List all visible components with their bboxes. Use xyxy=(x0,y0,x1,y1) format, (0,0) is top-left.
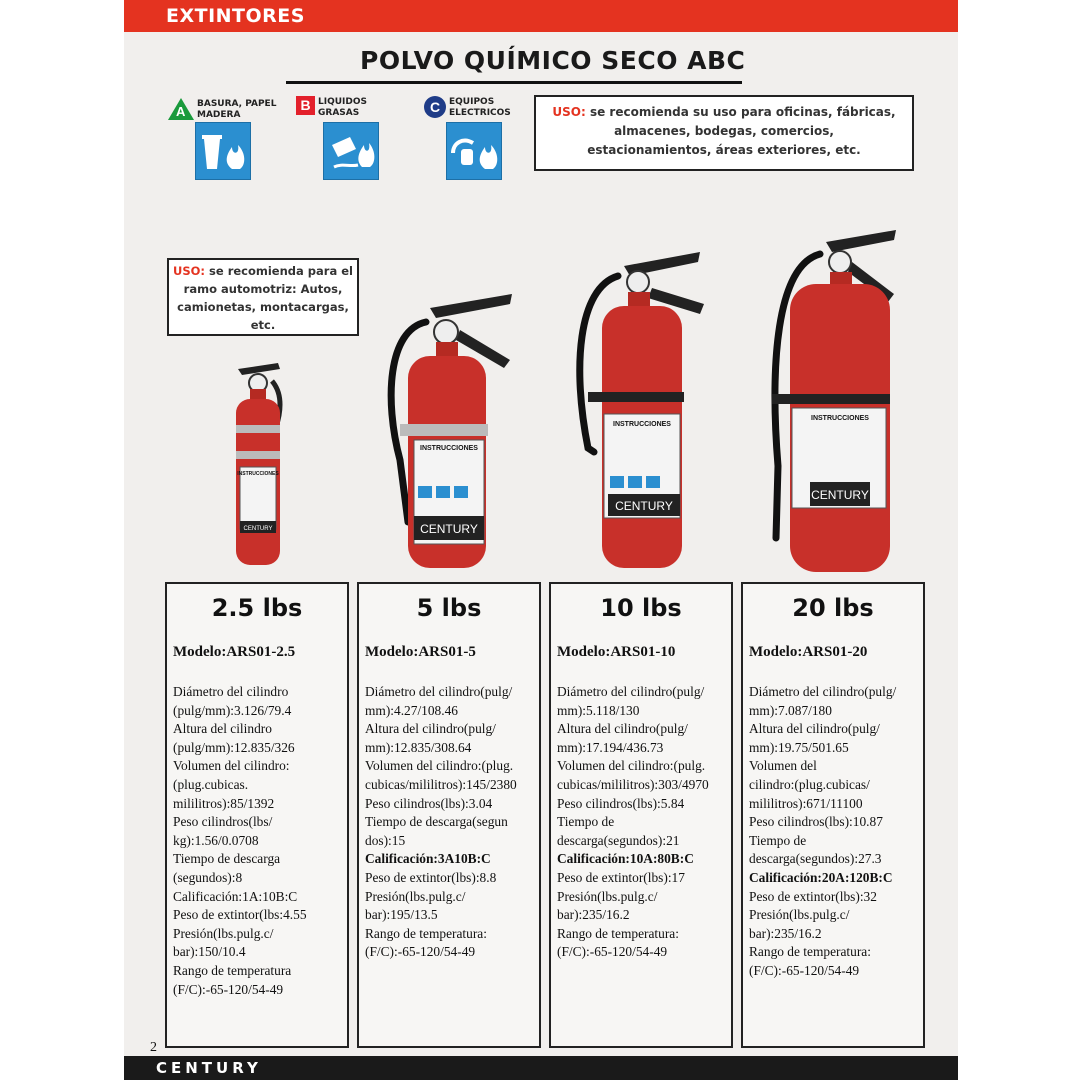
page-title: POLVO QUÍMICO SECO ABC xyxy=(360,46,746,75)
class-b-line-2: GRASAS xyxy=(318,108,360,118)
spec-line: bar):235/16.2 xyxy=(557,907,630,923)
extinguisher-2-5-image xyxy=(228,355,292,569)
spec-line: mm):4.27/108.46 xyxy=(365,702,458,718)
spec-line: Volumen del cilindro: xyxy=(173,758,290,774)
spec-line: Altura del cilindro(pulg/ xyxy=(749,721,880,737)
uso-automotive-line-4: etc. xyxy=(250,318,276,332)
class-c-line-2: ELECTRICOS xyxy=(449,108,511,118)
spec-line: Peso cilindros(lbs):5.84 xyxy=(557,795,685,811)
spec-line: Diámetro del cilindro xyxy=(173,684,289,699)
uso-automotive-line-1: se recomienda para el xyxy=(209,264,353,278)
uso-general-line-2: almacenes, bodegas, comercios, xyxy=(614,124,834,138)
spec-line: Peso de extintor(lbs):8.8 xyxy=(365,869,497,885)
spec-line: Calificación:20A:120B:C xyxy=(749,869,893,885)
spec-line: Tiempo de xyxy=(749,832,807,848)
extinguisher-2-5-label: INSTRUCCIONES xyxy=(237,471,279,477)
spec-card-10 xyxy=(549,582,733,1048)
spec-model: Modelo:ARS01-20 xyxy=(749,644,868,660)
class-a-line-1: BASURA, PAPEL xyxy=(197,99,277,109)
class-c-tag xyxy=(424,96,511,119)
uso-general-line-1: se recomienda su uso para oficinas, fábricas, xyxy=(589,105,896,119)
spec-line: (segundos):8 xyxy=(173,869,243,885)
spec-model: Modelo:ARS01-2.5 xyxy=(173,644,296,660)
spec-line: Calificación:10A:80B:C xyxy=(557,851,694,867)
spec-line: (F/C):-65-120/54-49 xyxy=(557,944,668,960)
footer-brand: CENTURY xyxy=(156,1059,262,1077)
class-a-tag xyxy=(168,98,276,121)
spec-line: Tiempo de descarga xyxy=(173,851,281,867)
spec-line: descarga(segundos):27.3 xyxy=(749,851,882,867)
spec-line: Altura del cilindro(pulg/ xyxy=(557,721,688,737)
spec-line: Rango de temperatura: xyxy=(557,925,679,941)
spec-model: Modelo:ARS01-5 xyxy=(365,644,476,660)
extinguisher-20-image xyxy=(762,226,904,576)
spec-line: mm):19.75/501.65 xyxy=(749,739,849,755)
extinguisher-10-brand: CENTURY xyxy=(615,499,673,513)
spec-line: mm):17.194/436.73 xyxy=(557,739,664,755)
extinguisher-20-brand: CENTURY xyxy=(811,488,869,502)
spec-line: Rango de temperatura: xyxy=(365,925,487,941)
spec-line: Diámetro del cilindro(pulg/ xyxy=(365,684,513,699)
spec-line: descarga(segundos):21 xyxy=(557,832,680,848)
spec-line: cubicas/mililitros):303/4970 xyxy=(557,776,709,792)
spec-line: Tiempo de xyxy=(557,814,615,830)
spec-line: Volumen del cilindro:(pulg. xyxy=(557,758,706,774)
spec-line: Volumen del cilindro:(plug. xyxy=(365,758,514,774)
spec-line: Calificación:3A10B:C xyxy=(365,851,491,867)
spec-line: (F/C):-65-120/54-49 xyxy=(173,981,284,997)
uso-general-line-3: estacionamientos, áreas exteriores, etc. xyxy=(587,143,861,157)
spec-line: (pulg/mm):12.835/326 xyxy=(173,739,295,755)
extinguisher-5-brand: CENTURY xyxy=(420,522,478,536)
class-c-badge: C xyxy=(424,96,446,118)
spec-weight: 2.5 lbs xyxy=(211,594,303,622)
spec-line: Calificación:1A:10B:C xyxy=(173,888,298,904)
spec-weight: 5 lbs xyxy=(416,594,482,622)
class-c-line-1: EQUIPOS xyxy=(449,97,495,107)
spec-line: mililitros):85/1392 xyxy=(173,795,275,811)
spec-line: (F/C):-65-120/54-49 xyxy=(749,962,860,978)
electric-fire-icon xyxy=(446,122,502,180)
spec-line: Presión(lbs.pulg.c/ xyxy=(557,888,658,904)
uso-automotive-box xyxy=(167,258,359,336)
spec-line: cilindro:(plug.cubicas/ xyxy=(749,776,870,792)
spec-line: mm):5.118/130 xyxy=(557,702,640,718)
extinguisher-5-image xyxy=(378,290,518,570)
spec-line: Peso cilindros(lbs):10.87 xyxy=(749,814,883,830)
spec-line: (F/C):-65-120/54-49 xyxy=(365,944,476,960)
spec-line: bar):150/10.4 xyxy=(173,944,246,960)
spec-line: Presión(lbs.pulg.c/ xyxy=(173,925,274,941)
spec-line: Presión(lbs.pulg.c/ xyxy=(749,907,850,923)
spec-line: Peso cilindros(lbs/ xyxy=(173,814,273,830)
spec-model: Modelo:ARS01-10 xyxy=(557,644,676,660)
spec-line: kg):1.56/0.0708 xyxy=(173,832,259,848)
section-title: EXTINTORES xyxy=(166,5,305,27)
uso-automotive-label: USO: xyxy=(173,264,206,278)
page-number: 2 xyxy=(150,1040,157,1055)
spec-line: mililitros):671/11100 xyxy=(749,795,863,811)
spec-lines xyxy=(557,683,731,962)
spec-card-20 xyxy=(741,582,925,1048)
class-a-badge: A xyxy=(168,98,194,120)
uso-general-label: USO: xyxy=(552,105,586,119)
spec-line: mm):7.087/180 xyxy=(749,702,832,718)
spec-line: Peso de extintor(lbs):32 xyxy=(749,888,877,904)
class-b-tag xyxy=(296,96,367,119)
spec-line: Altura del cilindro(pulg/ xyxy=(365,721,496,737)
spec-line: Rango de temperatura xyxy=(173,962,292,978)
spec-line: Peso de extintor(lbs:4.55 xyxy=(173,907,307,923)
spec-lines xyxy=(173,683,347,999)
section-header-bar xyxy=(124,0,958,32)
spec-line: Diámetro del cilindro(pulg/ xyxy=(557,684,705,699)
trash-fire-icon xyxy=(195,122,251,180)
spec-line: Diámetro del cilindro(pulg/ xyxy=(749,684,897,699)
spec-card-2-5 xyxy=(165,582,349,1048)
spec-line: Tiempo de descarga(segun xyxy=(365,814,508,830)
spec-card-5 xyxy=(357,582,541,1048)
spec-line: Peso de extintor(lbs):17 xyxy=(557,869,685,885)
spec-lines xyxy=(749,683,923,981)
spec-weight: 10 lbs xyxy=(600,594,682,622)
spec-line: mm):12.835/308.64 xyxy=(365,739,472,755)
class-b-badge: B xyxy=(296,96,315,115)
extinguisher-10-image xyxy=(568,248,710,572)
spec-line: Rango de temperatura: xyxy=(749,944,871,960)
class-b-line-1: LIQUIDOS xyxy=(318,97,367,107)
spec-lines xyxy=(365,683,539,962)
liquid-fire-icon xyxy=(323,122,379,180)
spec-line: Volumen del xyxy=(749,758,817,774)
extinguisher-10-label: INSTRUCCIONES xyxy=(613,421,671,428)
uso-automotive-line-3: camionetas, montacargas, xyxy=(177,300,349,314)
title-underline xyxy=(286,81,742,84)
uso-general-box xyxy=(534,95,914,171)
spec-line: cubicas/mililitros):145/2380 xyxy=(365,776,517,792)
footer-bar xyxy=(124,1056,958,1080)
spec-line: Altura del cilindro xyxy=(173,721,272,737)
spec-line: Presión(lbs.pulg.c/ xyxy=(365,888,466,904)
spec-line: (pulg/mm):3.126/79.4 xyxy=(173,702,292,718)
spec-line: dos):15 xyxy=(365,832,406,848)
spec-line: bar):235/16.2 xyxy=(749,925,822,941)
spec-line: (plug.cubicas. xyxy=(173,776,249,792)
uso-automotive-line-2: ramo automotriz: Autos, xyxy=(183,282,343,296)
spec-line: Peso cilindros(lbs):3.04 xyxy=(365,795,493,811)
extinguisher-5-label: INSTRUCCIONES xyxy=(420,445,478,452)
class-a-line-2: MADERA xyxy=(197,110,241,120)
spec-weight: 20 lbs xyxy=(792,594,874,622)
extinguisher-2-5-brand: CENTURY xyxy=(243,526,273,532)
extinguisher-20-label: INSTRUCCIONES xyxy=(811,415,869,422)
spec-line: bar):195/13.5 xyxy=(365,907,438,923)
